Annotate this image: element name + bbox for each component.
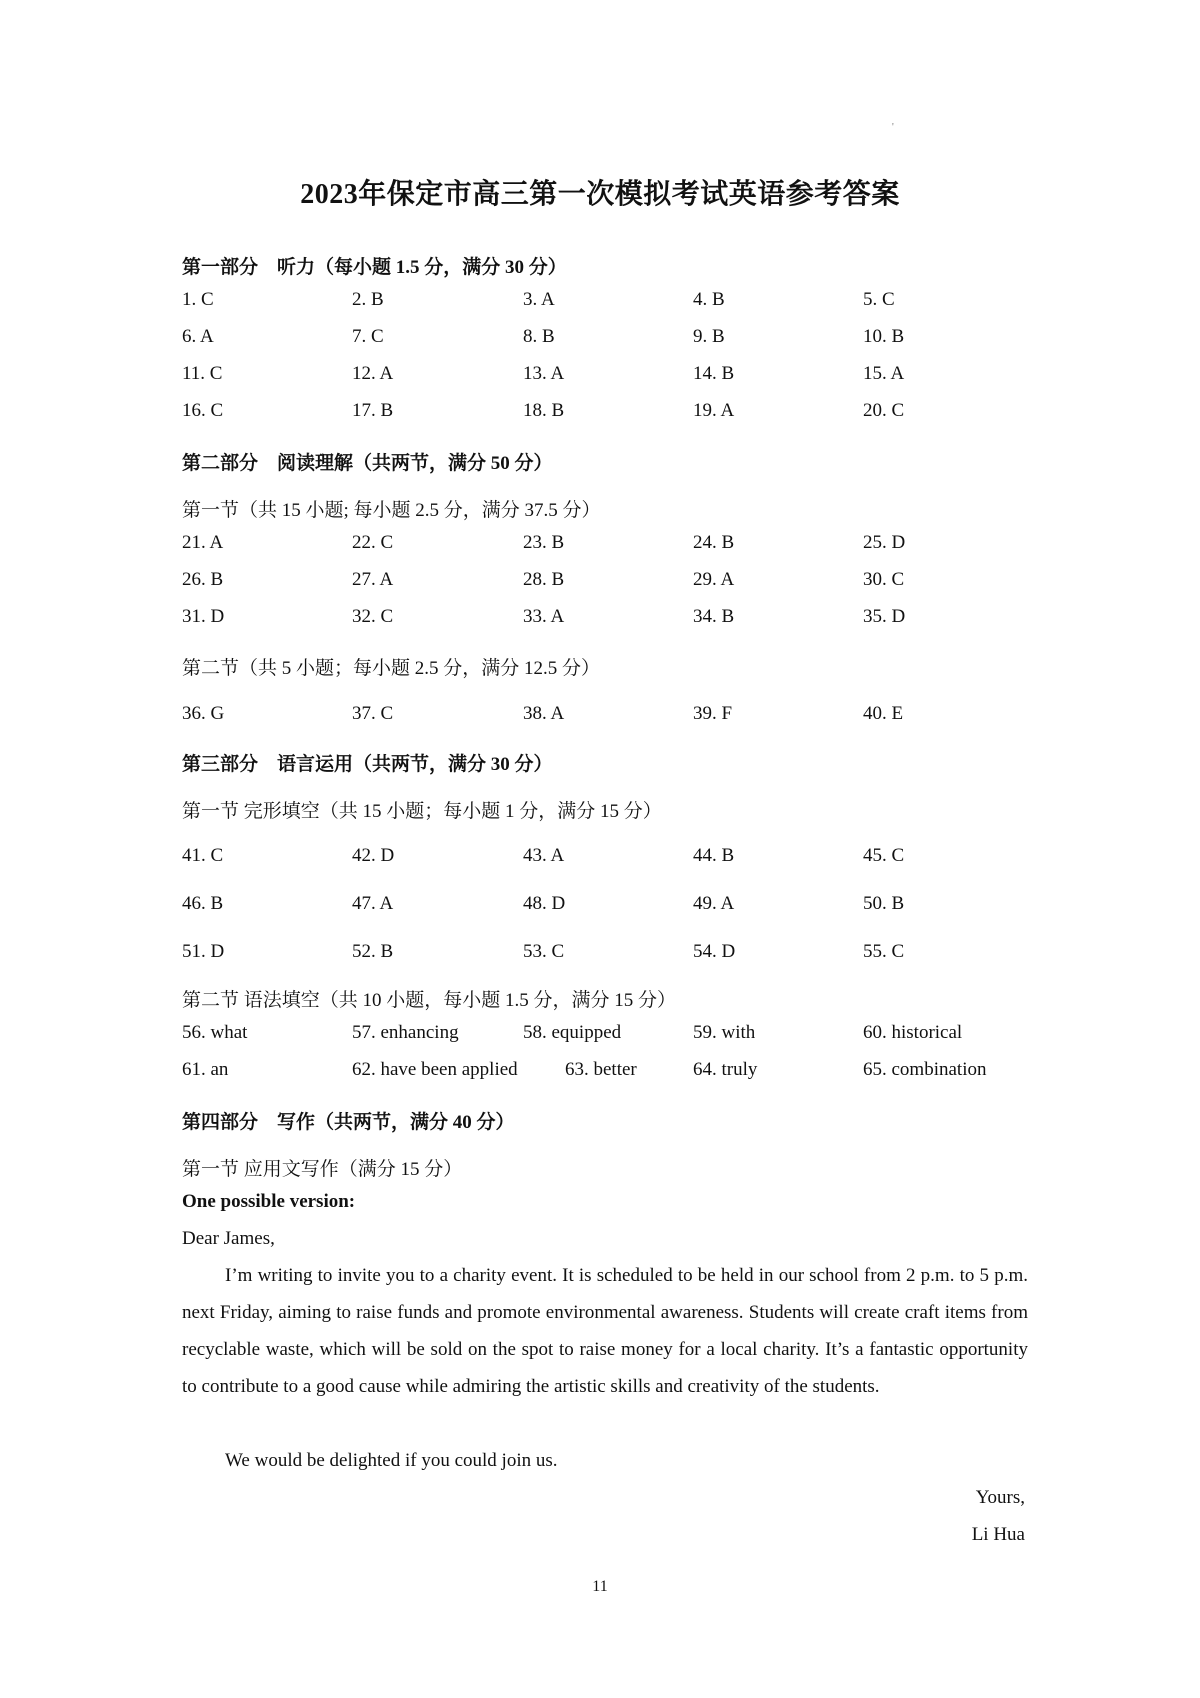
letter-paragraph: We would be delighted if you could join us. (225, 1450, 558, 1471)
answer-item: 60. historical (863, 1022, 963, 1043)
part3-section1-heading: 第一节 完形填空（共 15 小题；每小题 1 分，满分 15 分） (182, 801, 662, 822)
answer-item: 40. E (863, 703, 904, 724)
answer-item: 65. combination (863, 1059, 987, 1080)
answer-item: 56. what (182, 1022, 248, 1043)
answer-item: 64. truly (693, 1059, 758, 1080)
answer-item: 28. B (523, 569, 565, 590)
answer-item: 63. better (565, 1059, 637, 1080)
answer-item: 13. A (523, 363, 565, 384)
answer-item: 2. B (352, 289, 384, 310)
answer-item: 48. D (523, 893, 566, 914)
answer-item: 23. B (523, 532, 565, 553)
answer-item: 45. C (863, 845, 905, 866)
answer-item: 52. B (352, 941, 394, 962)
answer-item: 29. A (693, 569, 735, 590)
answer-item: 38. A (523, 703, 565, 724)
answer-item: 17. B (352, 400, 394, 421)
answer-item: 19. A (693, 400, 735, 421)
answer-item: 5. C (863, 289, 895, 310)
answer-item: 31. D (182, 606, 225, 627)
part2-heading: 第二部分 阅读理解（共两节，满分 50 分） (182, 453, 553, 474)
salutation: Dear James, (182, 1228, 275, 1249)
answer-item: 8. B (523, 326, 555, 347)
answer-item: 11. C (182, 363, 223, 384)
answer-item: 49. A (693, 893, 735, 914)
answer-item: 34. B (693, 606, 735, 627)
answer-item: 1. C (182, 289, 214, 310)
answer-item: 42. D (352, 845, 395, 866)
answer-item: 26. B (182, 569, 224, 590)
part2-section1-heading: 第一节（共 15 小题; 每小题 2.5 分，满分 37.5 分） (182, 500, 601, 521)
answer-item: 39. F (693, 703, 733, 724)
answer-item: 9. B (693, 326, 725, 347)
answer-item: 20. C (863, 400, 905, 421)
answer-item: 6. A (182, 326, 214, 347)
answer-item: 47. A (352, 893, 394, 914)
answer-item: 50. B (863, 893, 905, 914)
letter-signature: Li Hua (971, 1524, 1025, 1545)
answer-item: 55. C (863, 941, 905, 962)
answer-item: 58. equipped (523, 1022, 622, 1043)
answer-item: 37. C (352, 703, 394, 724)
answer-item: 35. D (863, 606, 906, 627)
letter-closing: Yours, (975, 1487, 1025, 1508)
answer-item: 59. with (693, 1022, 756, 1043)
part3-section2-heading: 第二节 语法填空（共 10 小题，每小题 1.5 分，满分 15 分） (182, 990, 677, 1011)
answer-item: 36. G (182, 703, 225, 724)
part3-heading: 第三部分 语言运用（共两节，满分 30 分） (182, 754, 553, 775)
part1-heading: 第一部分 听力（每小题 1.5 分，满分 30 分） (182, 257, 567, 278)
answer-item: 44. B (693, 845, 735, 866)
scan-mark: ' (892, 122, 894, 133)
answer-item: 51. D (182, 941, 225, 962)
answer-item: 33. A (523, 606, 565, 627)
page-title: 2023年保定市高三第一次模拟考试英语参考答案 (300, 179, 900, 210)
answer-item: 43. A (523, 845, 565, 866)
answer-item: 46. B (182, 893, 224, 914)
answer-item: 53. C (523, 941, 565, 962)
answer-item: 54. D (693, 941, 736, 962)
part4-heading: 第四部分 写作（共两节，满分 40 分） (182, 1112, 515, 1133)
letter-paragraph: I’m writing to invite you to a charity event. It is scheduled to be held in our school from 2 p.m. to 5 p.m. next Friday, aiming to raise funds and promote environmental awareness. Students will create craft items from recyclable waste, which will be sold on the spot to raise money for a local charity. It’s a fantastic opportunity to contribute to a good cause while admiring the artistic skills and creativity of the students. (182, 1265, 1028, 1397)
page-number: 11 (592, 1578, 608, 1595)
part2-section2-heading: 第二节（共 5 小题；每小题 2.5 分，满分 12.5 分） (182, 658, 601, 679)
answer-item: 7. C (352, 326, 384, 347)
version-label: One possible version: (182, 1191, 356, 1212)
answer-item: 61. an (182, 1059, 229, 1080)
answer-item: 10. B (863, 326, 905, 347)
part4-section1-heading: 第一节 应用文写作（满分 15 分） (182, 1159, 463, 1180)
answer-item: 12. A (352, 363, 394, 384)
answer-item: 3. A (523, 289, 555, 310)
answer-item: 41. C (182, 845, 224, 866)
answer-item: 25. D (863, 532, 906, 553)
answer-item: 18. B (523, 400, 565, 421)
answer-item: 14. B (693, 363, 735, 384)
answer-item: 24. B (693, 532, 735, 553)
answer-item: 57. enhancing (352, 1022, 459, 1043)
answer-item: 16. C (182, 400, 224, 421)
answer-item: 4. B (693, 289, 725, 310)
answer-item: 21. A (182, 532, 224, 553)
answer-item: 32. C (352, 606, 394, 627)
answer-item: 15. A (863, 363, 905, 384)
answer-item: 27. A (352, 569, 394, 590)
answer-item: 30. C (863, 569, 905, 590)
answer-item: 22. C (352, 532, 394, 553)
answer-item: 62. have been applied (352, 1059, 518, 1080)
